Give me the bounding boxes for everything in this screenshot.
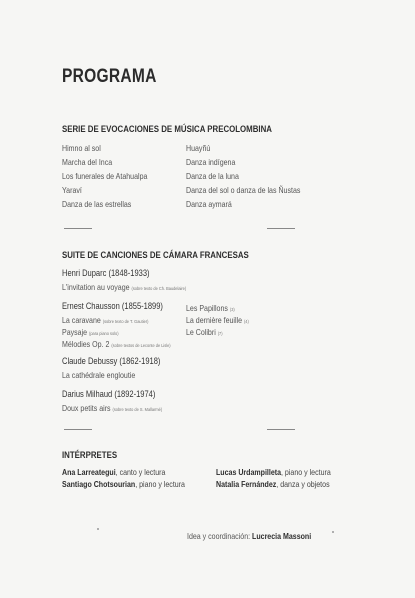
list-item: Marcha del Inca bbox=[62, 157, 113, 167]
scan-speck bbox=[97, 528, 99, 530]
divider bbox=[267, 429, 295, 430]
list-item: Danza aymará bbox=[186, 199, 232, 209]
work-item: Paysaje (para piano solo) bbox=[62, 327, 119, 337]
divider bbox=[64, 429, 92, 430]
composer-milhaud: Darius Milhaud (1892-1974) bbox=[62, 389, 156, 399]
composer-duparc: Henri Duparc (1848-1933) bbox=[62, 268, 150, 278]
work-item: Le Colibri (7) bbox=[186, 327, 223, 337]
page-title: PROGRAMA bbox=[62, 66, 157, 87]
work-item: La caravane (sobre texto de T. Gautier) bbox=[62, 315, 149, 325]
composer-chausson: Ernest Chausson (1855-1899) bbox=[62, 301, 163, 311]
composer-debussy: Claude Debussy (1862-1918) bbox=[62, 356, 161, 366]
section-heading-interpretes: INTÉRPRETES bbox=[62, 450, 118, 461]
work-item: Mélodies Op. 2 (sobre textos de Leconte de Lisle) bbox=[62, 339, 171, 349]
list-item: Danza indígena bbox=[186, 157, 236, 167]
performer: Lucas Urdampilleta, piano y lectura bbox=[216, 467, 331, 477]
list-item: Himno al sol bbox=[62, 143, 101, 153]
work-item: Doux petits airs (sobre texto de S. Mallarmé) bbox=[62, 403, 163, 413]
work-item: L'invitation au voyage (sobre texto de Ch. Baudelaire) bbox=[62, 282, 187, 292]
performer: Natalia Fernández, danza y objetos bbox=[216, 479, 330, 489]
work-item: La cathédrale engloutie bbox=[62, 370, 136, 380]
work-item: Les Papillons (3) bbox=[186, 303, 235, 313]
list-item: Danza de la luna bbox=[186, 171, 239, 181]
list-item: Danza de las estrellas bbox=[62, 199, 132, 209]
divider bbox=[64, 228, 92, 229]
list-item: Danza del sol o danza de las Ñustas bbox=[186, 185, 301, 195]
section-heading-canciones-francesas: SUITE DE CANCIONES DE CÁMARA FRANCESAS bbox=[62, 250, 249, 261]
divider bbox=[267, 228, 295, 229]
list-item: Los funerales de Atahualpa bbox=[62, 171, 148, 181]
performer: Ana Larreategui, canto y lectura bbox=[62, 467, 166, 477]
list-item: Yaraví bbox=[62, 185, 82, 195]
section-heading-precolombina: SERIE DE EVOCACIONES DE MÚSICA PRECOLOMBINA bbox=[62, 124, 272, 135]
performer: Santiago Chotsourian, piano y lectura bbox=[62, 479, 185, 489]
list-item: Huayñú bbox=[186, 143, 211, 153]
scan-speck bbox=[332, 531, 334, 533]
coordination-credit: Idea y coordinación: Lucrecia Massoni bbox=[187, 531, 312, 541]
work-item: La dernière feuille (4) bbox=[186, 315, 249, 325]
